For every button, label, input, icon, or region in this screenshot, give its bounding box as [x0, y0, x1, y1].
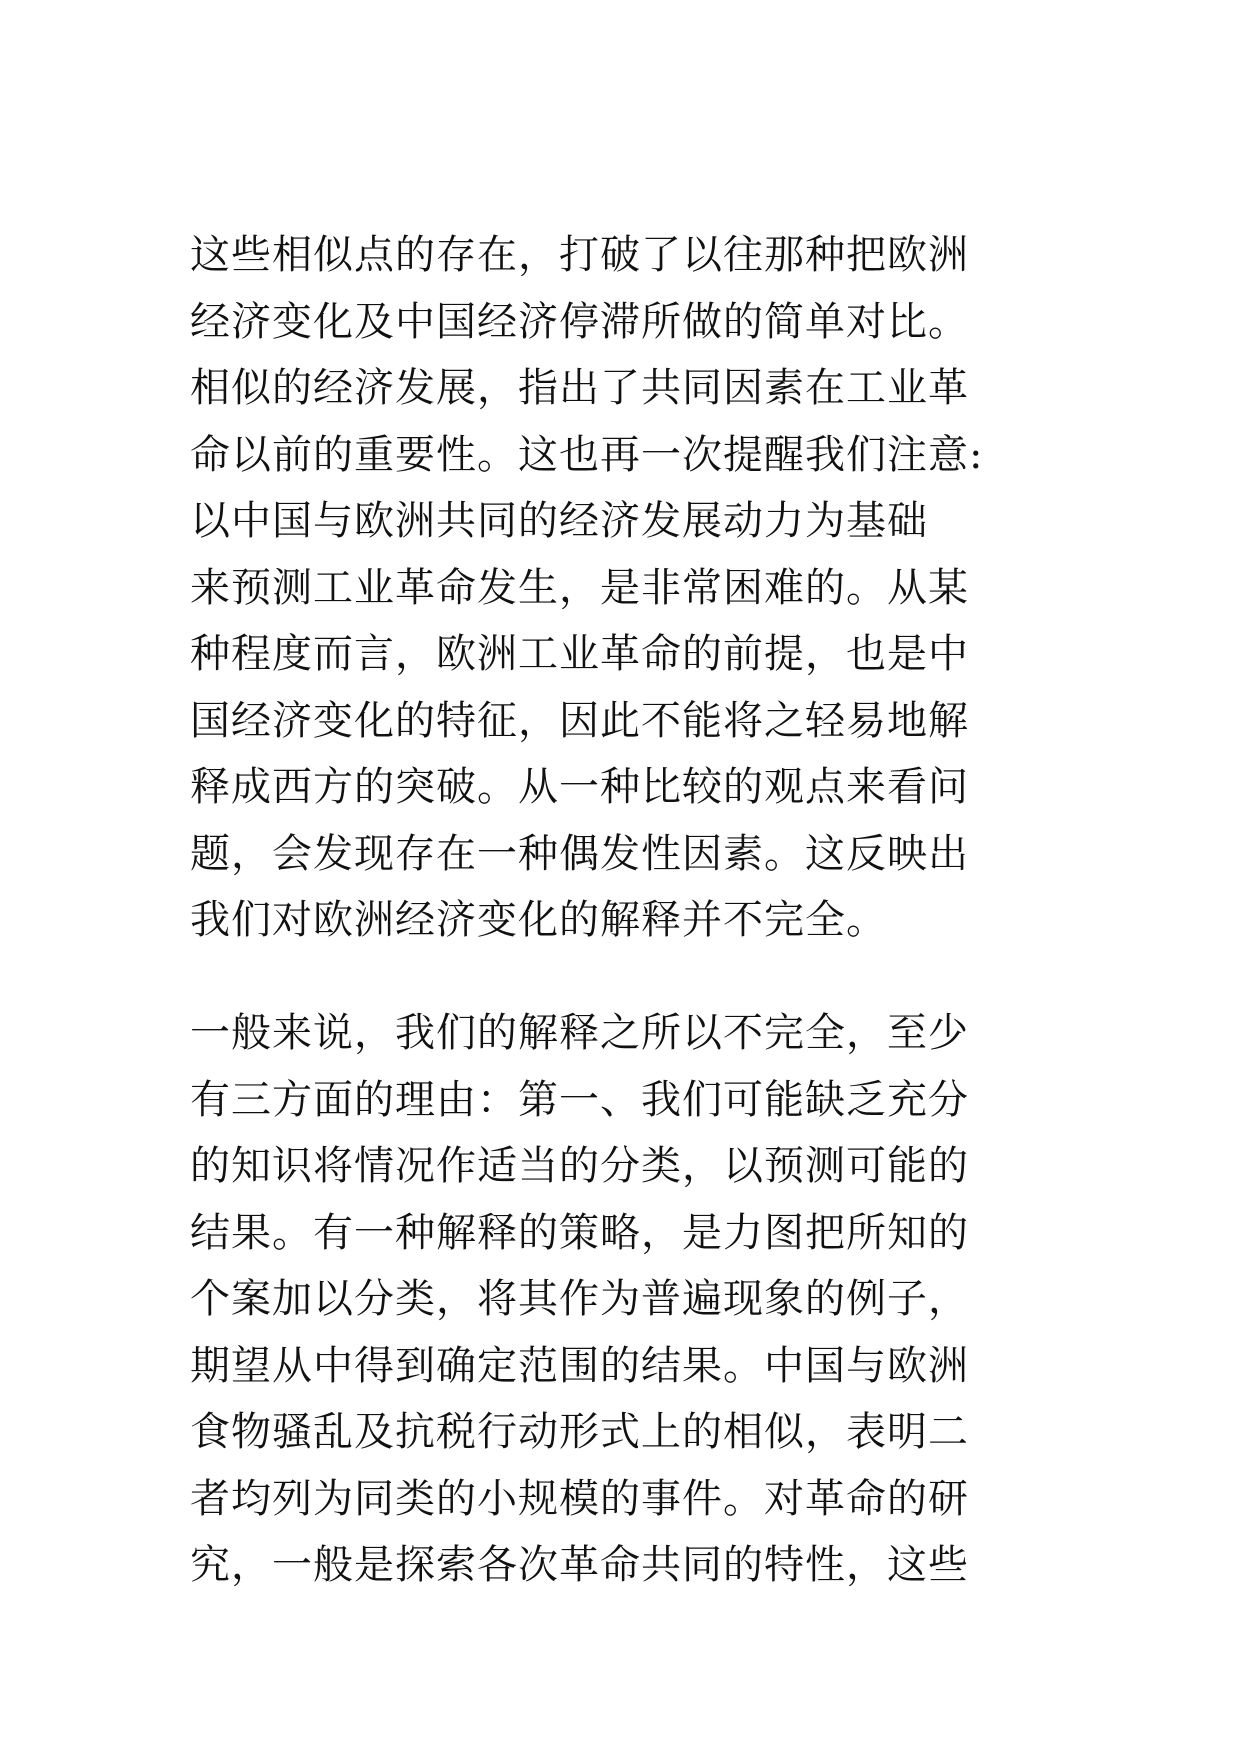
- paragraph-1: [190, 222, 1060, 954]
- text-line: 释成西方的突破。从一种比较的观点来看问: [190, 764, 969, 810]
- text-line: 相似的经济发展，指出了共同因素在工业革: [190, 365, 969, 411]
- text-line: 种程度而言，欧洲工业革命的前提，也是中: [190, 631, 969, 677]
- text-line: 期望从中得到确定范围的结果。中国与欧洲: [190, 1342, 969, 1389]
- text-line: 以中国与欧洲共同的经济发展动力为基础: [190, 498, 928, 544]
- text-line: 这些相似点的存在，打破了以往那种把欧洲: [190, 232, 969, 278]
- text-line: 题，会发现存在一种偶发性因素。这反映出: [190, 830, 969, 877]
- text-line: 个案加以分类，将其作为普遍现象的例子，: [190, 1276, 969, 1322]
- text-line: 来预测工业革命发生，是非常困难的。从某: [190, 564, 969, 611]
- text-line: 经济变化及中国经济停滞所做的简单对比。: [190, 298, 969, 345]
- text-line: 有三方面的理由：第一、我们可能缺乏充分: [190, 1076, 969, 1123]
- text-line: 的知识将情况作适当的分类，以预测可能的: [190, 1143, 969, 1189]
- text-line: 究，一般是探索各次革命共同的特性，这些: [190, 1542, 969, 1588]
- text-line: 结果。有一种解释的策略，是力图把所知的: [190, 1209, 969, 1256]
- text-line: 命以前的重要性。这也再一次提醒我们注意:: [190, 431, 984, 478]
- text-line: 一般来说，我们的解释之所以不完全，至少: [190, 1010, 969, 1056]
- paragraph-2: [190, 1000, 1060, 1599]
- text-line: 食物骚乱及抗税行动形式上的相似，表明二: [190, 1409, 969, 1455]
- text-line: 者均列为同类的小规模的事件。对革命的研: [190, 1475, 969, 1522]
- text-line: 国经济变化的特征，因此不能将之轻易地解: [190, 697, 969, 744]
- text-line: 我们对欧洲经济变化的解释并不完全。: [190, 897, 887, 943]
